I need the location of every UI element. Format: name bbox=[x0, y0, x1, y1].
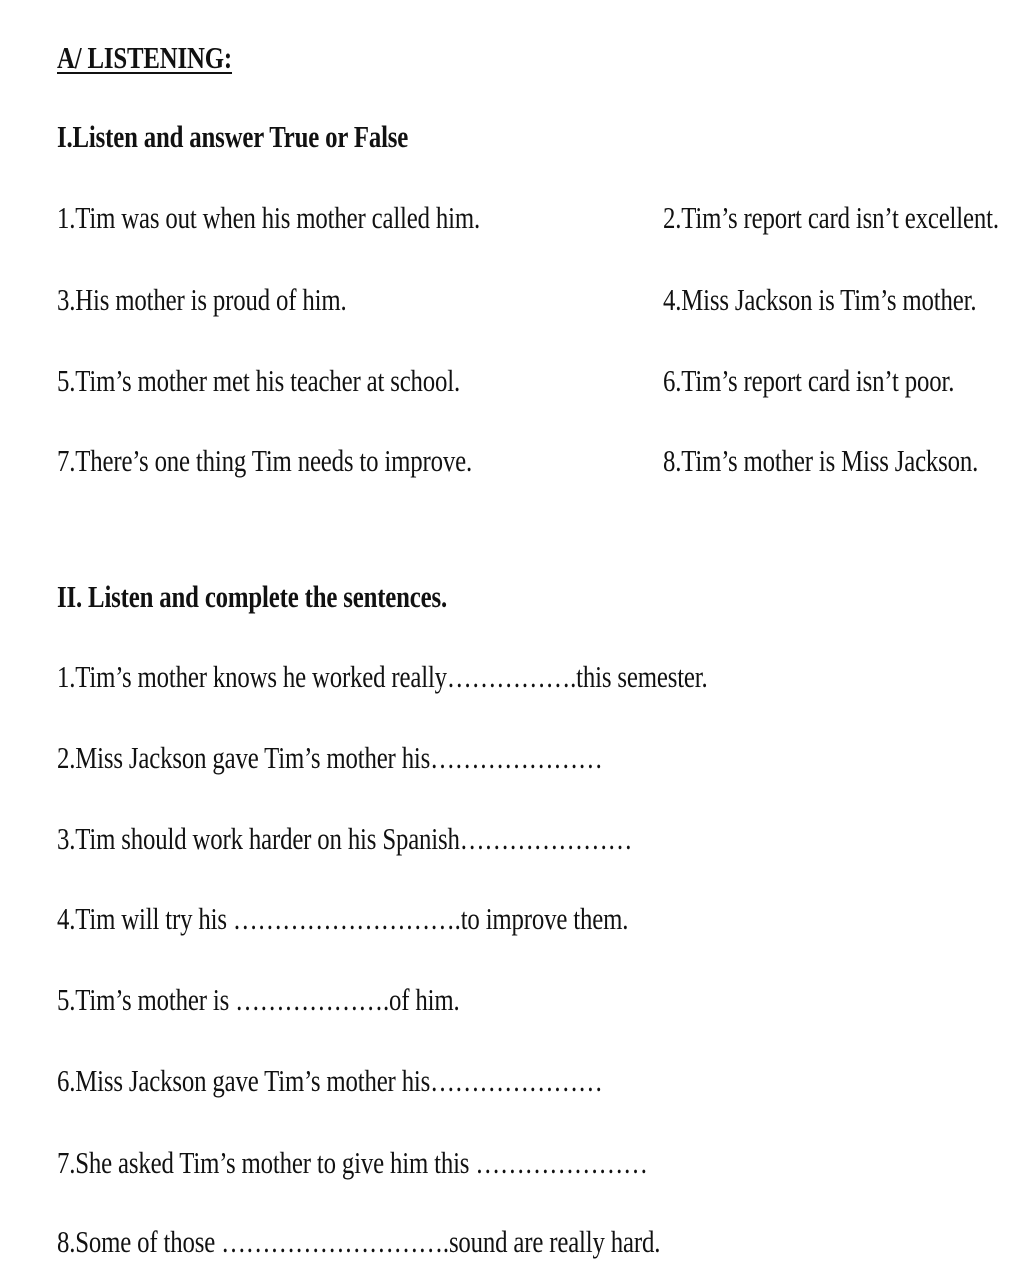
complete-item-2: 2.Miss Jackson gave Tim’s mother his………………… bbox=[57, 740, 603, 775]
complete-item-6: 6.Miss Jackson gave Tim’s mother his………………… bbox=[57, 1063, 603, 1098]
complete-item-4: 4.Tim will try his ……………………….to improve them. bbox=[57, 901, 629, 936]
tf-item-1: 1.Tim was out when his mother called him. bbox=[57, 200, 481, 235]
tf-item-6: 6.Tim’s report card isn’t poor. bbox=[663, 363, 955, 398]
complete-item-1: 1.Tim’s mother knows he worked really…………….this semester. bbox=[57, 659, 708, 694]
tf-item-8: 8.Tim’s mother is Miss Jackson. bbox=[663, 443, 979, 478]
tf-item-5: 5.Tim’s mother met his teacher at school. bbox=[57, 363, 461, 398]
part1-title: I.Listen and answer True or False bbox=[57, 119, 409, 154]
tf-item-3: 3.His mother is proud of him. bbox=[57, 282, 347, 317]
tf-item-7: 7.There’s one thing Tim needs to improve. bbox=[57, 443, 473, 478]
complete-item-3: 3.Tim should work harder on his Spanish………………… bbox=[57, 821, 633, 856]
complete-item-8: 8.Some of those ……………………….sound are really hard. bbox=[57, 1224, 661, 1259]
tf-item-2: 2.Tim’s report card isn’t excellent. bbox=[663, 200, 999, 235]
complete-item-7: 7.She asked Tim’s mother to give him this ………………… bbox=[57, 1145, 648, 1180]
part2-title: II. Listen and complete the sentences. bbox=[57, 579, 448, 614]
complete-item-5: 5.Tim’s mother is ……………….of him. bbox=[57, 982, 460, 1017]
section-title: A/ LISTENING: bbox=[57, 40, 233, 75]
tf-item-4: 4.Miss Jackson is Tim’s mother. bbox=[663, 282, 977, 317]
